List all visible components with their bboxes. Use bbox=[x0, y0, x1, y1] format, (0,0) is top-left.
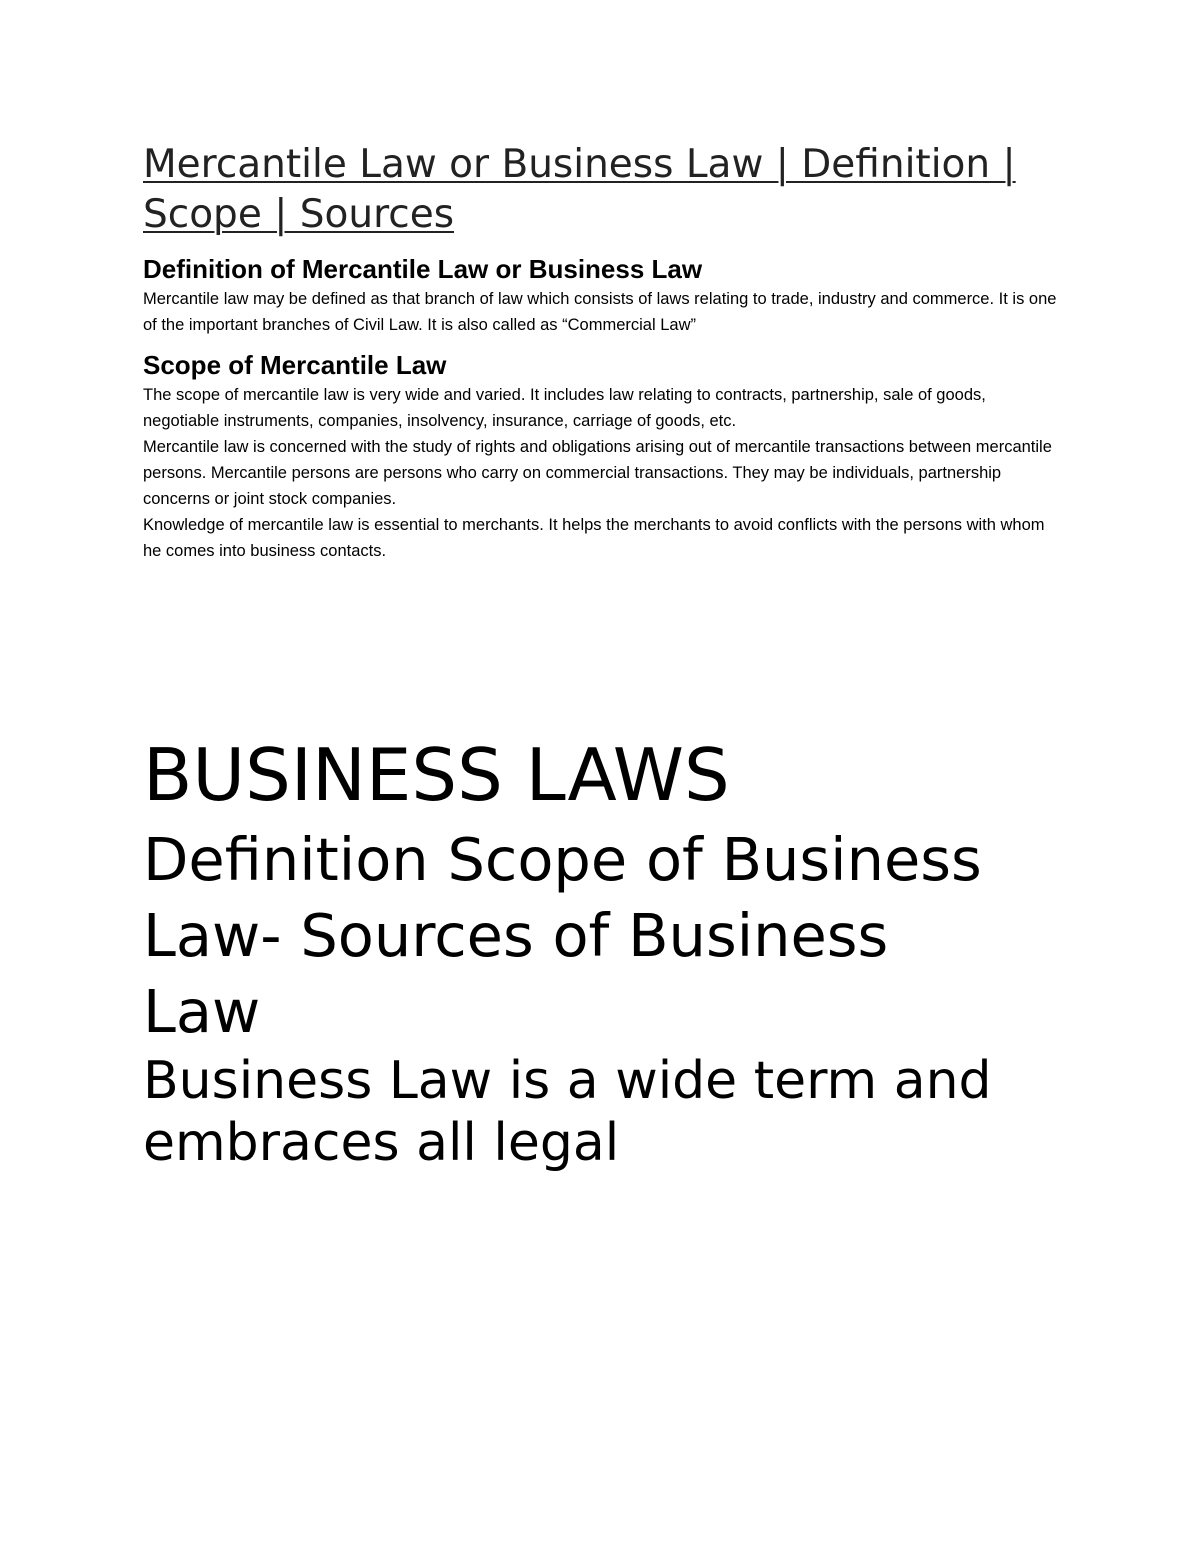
document-title: Mercantile Law or Business Law | Definition | Scope | Sources bbox=[143, 142, 1016, 237]
scope-paragraph-3: Knowledge of mercantile law is essential to merchants. It helps the merchants to avoid conflicts with the persons with whom he comes into business contacts. bbox=[143, 516, 1045, 560]
definition-paragraph: Mercantile law may be defined as that branch of law which consists of laws relating to trade, industry and commerce. It is one of the important branches of Civil Law. It is also called as “Commercial Law” bbox=[143, 290, 1057, 334]
business-laws-section bbox=[143, 728, 1143, 1174]
scope-heading: Scope of Mercantile Law bbox=[143, 350, 447, 380]
business-laws-title: BUSINESS LAWS bbox=[143, 733, 730, 817]
scope-paragraph-1: The scope of mercantile law is very wide and varied. It includes law relating to contracts, partnership, sale of goods, negotiable instruments, companies, insolvency, insurance, carriage of goods, etc. bbox=[143, 386, 986, 430]
scope-paragraph-2: Mercantile law is concerned with the study of rights and obligations arising out of mercantile transactions between mercantile persons. Mercantile persons are persons who carry on commercial transactions. They may be individuals, partnership concerns or joint stock companies. bbox=[143, 438, 1052, 508]
definition-heading: Definition of Mercantile Law or Business Law bbox=[143, 254, 703, 284]
document-page bbox=[143, 140, 1063, 564]
business-laws-subtitle: Definition Scope of Business Law- Sources of Business bbox=[143, 825, 982, 970]
business-laws-body: Business Law is a wide term and embraces all legal bbox=[143, 1051, 992, 1173]
business-laws-subtitle-end: Law bbox=[143, 977, 261, 1046]
